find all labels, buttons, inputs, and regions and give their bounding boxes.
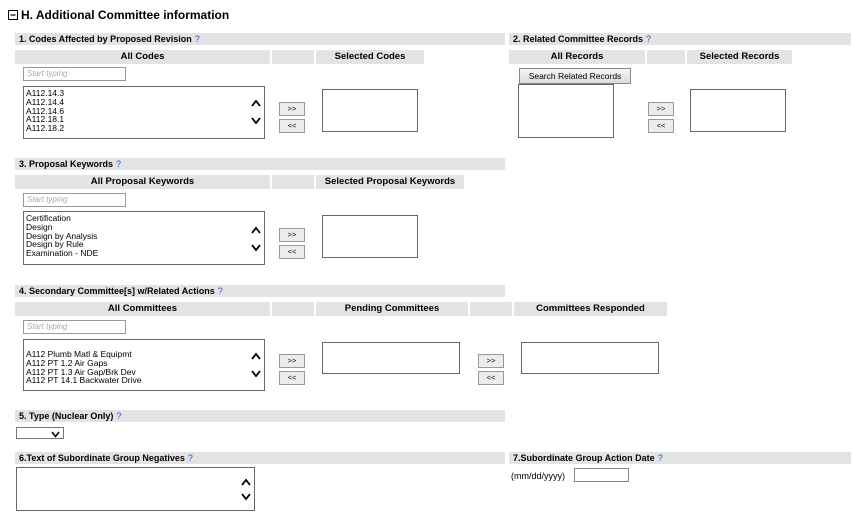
q1-selected-codes-box[interactable] xyxy=(322,89,418,132)
q4-add-button[interactable]: >> xyxy=(279,354,305,368)
help-icon[interactable]: ? xyxy=(217,286,223,296)
q3-label-bar xyxy=(15,158,505,170)
scroll-down-icon[interactable] xyxy=(251,244,261,252)
q4-col-all-header: All Committees xyxy=(15,302,270,316)
q2-selected-records-box[interactable] xyxy=(690,89,786,132)
help-icon[interactable]: ? xyxy=(116,411,122,421)
scroll-up-icon[interactable] xyxy=(241,478,251,486)
q4-responded-committees-box[interactable] xyxy=(521,342,659,374)
q4-pending-committees-box[interactable] xyxy=(322,342,460,374)
q4-label: 4. Secondary Committee[s] w/Related Actions xyxy=(19,286,215,296)
scroll-up-icon[interactable] xyxy=(251,226,261,234)
q7-label: 7.Subordinate Group Action Date xyxy=(513,453,655,463)
list-item[interactable]: A112.14.4 xyxy=(26,96,65,107)
list-item[interactable]: Design by Rule xyxy=(26,239,84,250)
q2-label: 2. Related Committee Records xyxy=(513,34,644,44)
list-item[interactable]: A112 Plumb Matl & Equipmt xyxy=(26,349,132,359)
q5-label-bar xyxy=(15,410,505,422)
q3-selected-keywords-box[interactable] xyxy=(322,215,418,258)
list-item[interactable]: Design xyxy=(26,221,53,232)
q1-col-all-header: All Codes xyxy=(15,50,270,64)
help-icon[interactable]: ? xyxy=(187,453,193,463)
q1-add-button[interactable]: >> xyxy=(279,102,305,116)
list-item[interactable]: A112 PT 1.2 Air Gaps xyxy=(26,357,108,368)
list-item[interactable]: A112.18.2 xyxy=(26,123,65,134)
scroll-down-icon[interactable] xyxy=(251,370,261,378)
q6-negatives-textarea[interactable] xyxy=(16,467,255,511)
q7-label-bar xyxy=(509,452,851,464)
q4-add2-button[interactable]: >> xyxy=(478,354,504,368)
scroll-down-icon[interactable] xyxy=(251,117,261,125)
q1-all-codes-list[interactable] xyxy=(23,86,265,139)
q4-col-responded-header: Committees Responded xyxy=(514,302,667,316)
search-related-records-button[interactable]: Search Related Records xyxy=(519,68,631,84)
q1-col-selected-header: Selected Codes xyxy=(316,50,424,64)
q4-col-spacer2 xyxy=(470,302,512,316)
q1-search-input[interactable]: Start typing xyxy=(23,67,126,81)
q5-type-select[interactable] xyxy=(16,427,64,439)
q4-remove2-button[interactable]: << xyxy=(478,371,504,385)
q3-all-keywords-list[interactable] xyxy=(23,211,265,265)
q2-col-selected-header: Selected Records xyxy=(687,50,792,64)
q4-col-pending-header: Pending Committees xyxy=(316,302,468,316)
scroll-up-icon[interactable] xyxy=(251,352,261,360)
chevron-down-icon xyxy=(51,430,60,440)
q3-col-all-header: All Proposal Keywords xyxy=(15,175,270,189)
list-item[interactable]: Design by Analysis xyxy=(26,230,98,241)
q1-col-spacer xyxy=(272,50,314,64)
q4-label-bar xyxy=(15,285,505,297)
q4-search-input[interactable]: Start typing xyxy=(23,320,126,334)
q6-label: 6.Text of Subordinate Group Negatives xyxy=(19,453,185,463)
list-item[interactable]: A112.14.3 xyxy=(26,88,65,98)
q3-label: 3. Proposal Keywords xyxy=(19,159,114,169)
help-icon[interactable]: ? xyxy=(194,34,200,44)
q3-col-spacer xyxy=(272,175,314,189)
list-item[interactable]: Examination - NDE xyxy=(26,248,99,259)
q2-all-records-box[interactable] xyxy=(518,84,614,138)
q7-date-input[interactable] xyxy=(574,468,629,482)
section-title: H. Additional Committee information xyxy=(21,8,230,22)
q2-col-all-header: All Records xyxy=(509,50,645,64)
q1-label-bar xyxy=(15,33,505,45)
q5-label: 5. Type (Nuclear Only) xyxy=(19,411,114,421)
q1-remove-button[interactable]: << xyxy=(279,119,305,133)
q2-add-button[interactable]: >> xyxy=(648,102,674,116)
list-item[interactable]: A112 PT 1.3 Air Gap/Brk Dev xyxy=(26,366,136,377)
scroll-up-icon[interactable] xyxy=(251,99,261,107)
q1-label: 1. Codes Affected by Proposed Revision xyxy=(19,34,192,44)
q4-all-committees-list[interactable] xyxy=(23,339,265,391)
q3-search-input[interactable]: Start typing xyxy=(23,193,126,207)
q3-remove-button[interactable]: << xyxy=(279,245,305,259)
help-icon[interactable]: ? xyxy=(646,34,652,44)
list-item[interactable]: A112.18.1 xyxy=(26,114,65,125)
help-icon[interactable]: ? xyxy=(116,159,122,169)
q7-date-format: (mm/dd/yyyy) xyxy=(511,471,565,481)
q3-col-selected-header: Selected Proposal Keywords xyxy=(316,175,464,189)
list-item[interactable]: A112 PT 14.1 Backwater Drive xyxy=(26,375,142,386)
q2-remove-button[interactable]: << xyxy=(648,119,674,133)
q2-col-spacer xyxy=(647,50,685,64)
q6-label-bar xyxy=(15,452,505,464)
q3-add-button[interactable]: >> xyxy=(279,228,305,242)
help-icon[interactable]: ? xyxy=(657,453,663,463)
list-item[interactable]: Certification xyxy=(26,213,71,223)
collapse-icon[interactable] xyxy=(8,10,18,20)
q4-remove-button[interactable]: << xyxy=(279,371,305,385)
scroll-down-icon[interactable] xyxy=(241,493,251,501)
q2-label-bar xyxy=(509,33,851,45)
list-item[interactable]: A112.14.6 xyxy=(26,105,65,116)
q4-col-spacer xyxy=(272,302,314,316)
